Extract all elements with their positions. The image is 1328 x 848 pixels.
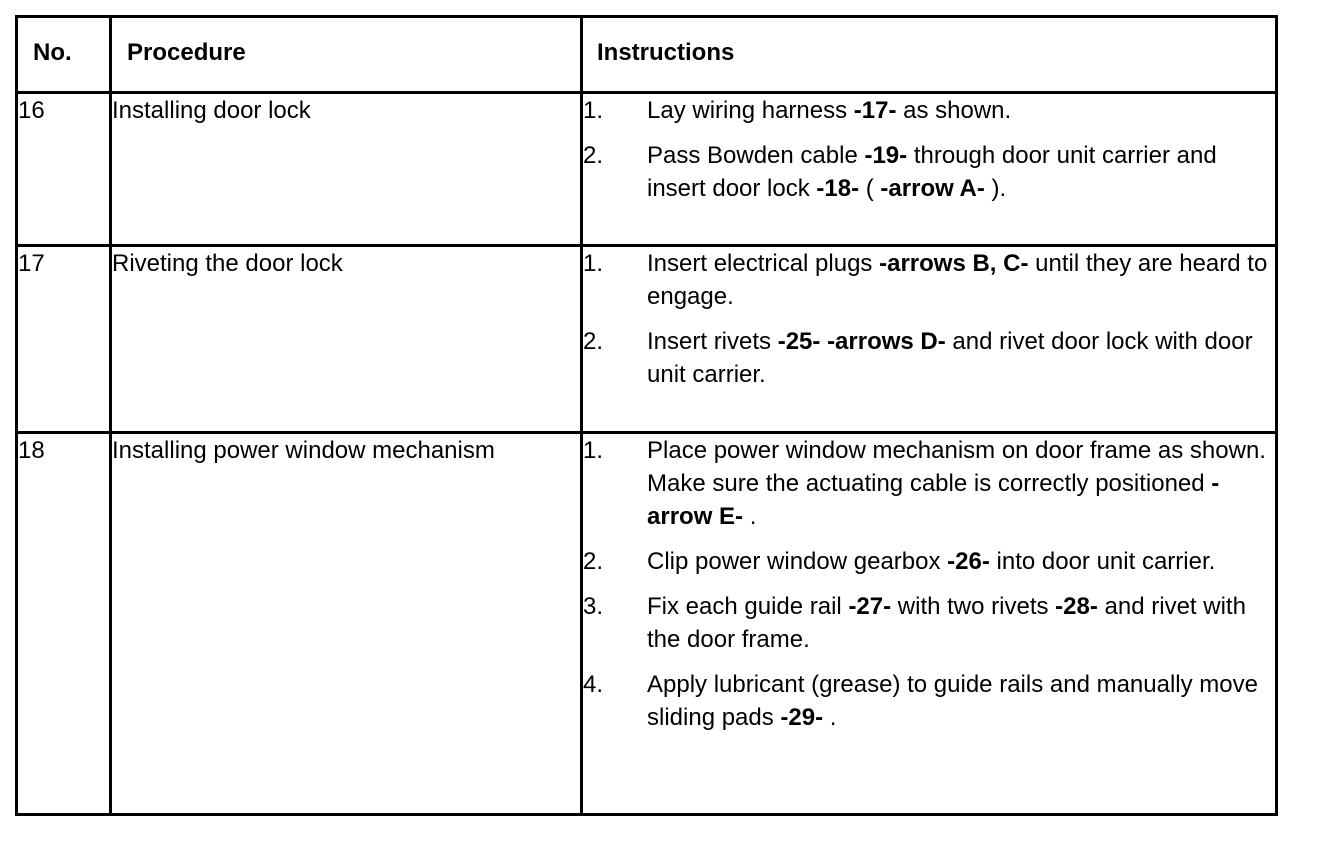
step-number: 17 (17, 246, 111, 433)
header-no (17, 17, 111, 93)
table-row (17, 246, 1277, 433)
instruction-step-number: 1. (583, 97, 604, 124)
part-reference: -arrows B, C- (879, 250, 1029, 277)
instruction-text-run: Insert electrical plugs (647, 250, 880, 277)
instruction-step (583, 94, 1275, 127)
instruction-text-run: Pass Bowden cable (647, 142, 865, 169)
part-reference: -28- (1055, 593, 1098, 620)
instruction-step-text (647, 545, 1275, 578)
header-procedure-label: Procedure (127, 39, 246, 66)
instruction-text-run: and rivet door lock with door unit carrier. (647, 328, 1253, 388)
part-reference: -26- (947, 548, 990, 575)
instruction-step-text (647, 590, 1275, 656)
instruction-step (583, 434, 1275, 533)
instruction-text-run: with two rivets (891, 593, 1056, 620)
procedure-name: Riveting the door lock (111, 246, 582, 433)
instruction-step-number: 3. (583, 593, 604, 620)
procedure-name: Installing door lock (111, 93, 582, 246)
part-reference: -19- (864, 142, 908, 169)
instruction-step-number: 2. (583, 328, 604, 355)
instruction-step-number: 1. (583, 437, 604, 464)
part-reference: -17- (853, 97, 897, 124)
instruction-step (583, 590, 1275, 656)
header-instructions (582, 17, 1277, 93)
instruction-step-text (647, 668, 1275, 734)
instruction-list (583, 434, 1275, 734)
instruction-text-run: through door unit carrier and insert door lock (647, 142, 1217, 202)
instruction-text-run: . (743, 503, 757, 530)
instruction-step (583, 545, 1275, 578)
instruction-text-run: ). (984, 175, 1007, 202)
instructions-cell (582, 93, 1277, 246)
instruction-step-number: 1. (583, 250, 604, 277)
instruction-step (583, 668, 1275, 734)
instruction-text-run: into door unit carrier. (989, 548, 1216, 575)
instruction-text-run: ( (859, 175, 881, 202)
part-reference: -arrow E- (647, 470, 1220, 530)
part-reference: -arrows D- (827, 328, 946, 355)
instructions-cell (582, 246, 1277, 433)
instruction-text-run: . (823, 704, 837, 731)
table-row (17, 433, 1277, 815)
header-instructions-label: Instructions (597, 39, 735, 66)
instruction-text-run: as shown. (896, 97, 1012, 124)
instruction-text-run: Apply lubricant (grease) to guide rails and manually move sliding pads (647, 671, 1258, 731)
instruction-list (583, 94, 1275, 205)
header-procedure (111, 17, 582, 93)
procedure-table (15, 15, 1278, 816)
instruction-step-number: 2. (583, 548, 604, 575)
instruction-step-text (647, 247, 1275, 313)
instruction-text-run: Insert rivets (647, 328, 778, 355)
instruction-text-run: Lay wiring harness (647, 97, 854, 124)
instruction-text-run: Clip power window gearbox (647, 548, 948, 575)
table-row (17, 93, 1277, 246)
header-no-label: No. (33, 39, 72, 66)
instruction-step-text (647, 139, 1275, 205)
procedure-name: Installing power window mechanism (111, 433, 582, 815)
part-reference: -27- (848, 593, 892, 620)
part-reference: -29- (780, 704, 824, 731)
part-reference: -arrow A- (880, 175, 985, 202)
step-number: 18 (17, 433, 111, 815)
part-reference: -25- (777, 328, 821, 355)
instruction-step (583, 139, 1275, 205)
instruction-text-run: until they are heard to engage. (647, 250, 1268, 310)
instruction-step (583, 325, 1275, 391)
instruction-step-text (647, 325, 1275, 391)
instruction-step-number: 4. (583, 671, 604, 698)
instruction-step-text (647, 434, 1275, 533)
instruction-step-number: 2. (583, 142, 604, 169)
table-header-row (17, 17, 1277, 93)
instruction-text-run: Place power window mechanism on door frame as shown. Make sure the actuating cable is correctly positioned (647, 437, 1266, 497)
instruction-text-run: and rivet with the door frame. (647, 593, 1246, 653)
part-reference: -18- (816, 175, 860, 202)
instruction-step-text (647, 94, 1275, 127)
instructions-cell (582, 433, 1277, 815)
instruction-text-run: Fix each guide rail (647, 593, 849, 620)
instruction-list (583, 247, 1275, 391)
instruction-step (583, 247, 1275, 313)
step-number: 16 (17, 93, 111, 246)
